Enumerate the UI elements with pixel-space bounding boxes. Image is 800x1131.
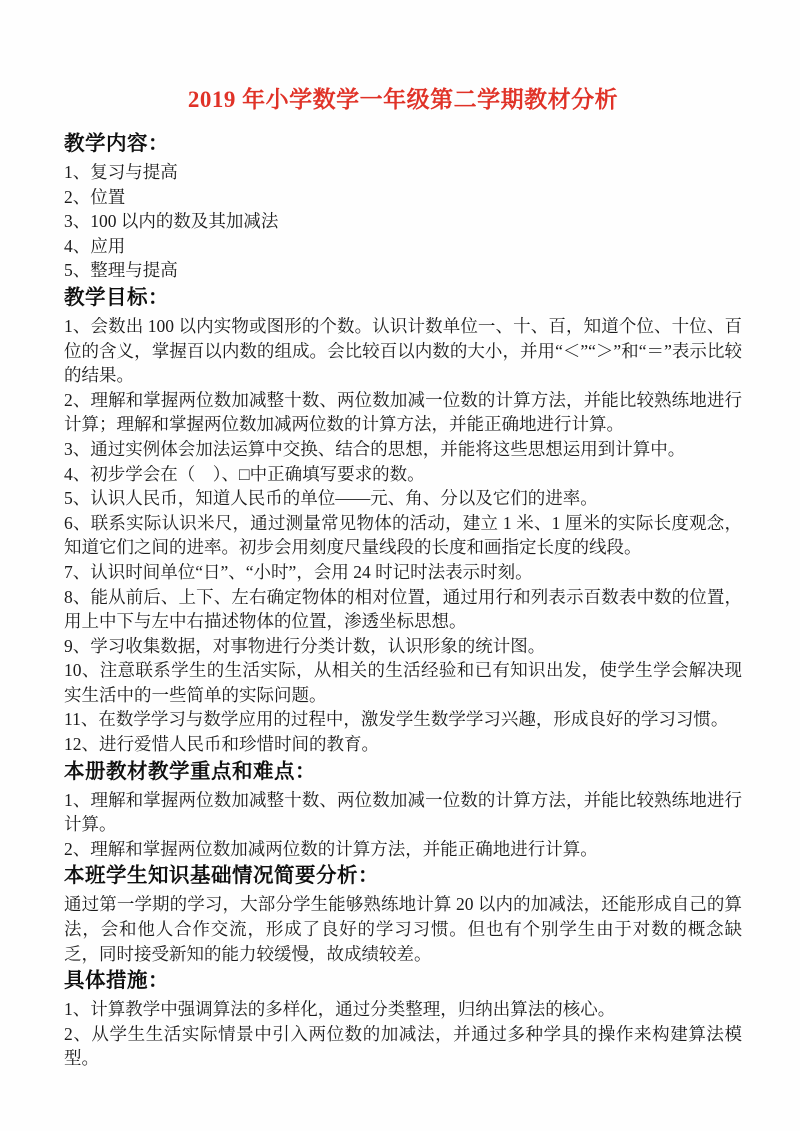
section-student-analysis — [64, 862, 742, 966]
list-item: 6、联系实际认识米尺，通过测量常见物体的活动，建立 1 米、1 厘米的实际长度观念，知道它们之间的进率。初步会用刻度尺量线段的长度和画指定长度的线段。 — [64, 512, 742, 558]
section-heading: 本班学生知识基础情况简要分析： — [64, 865, 379, 888]
paragraph: 通过第一学期的学习，大部分学生能够熟练地计算 20 以内的加减法，还能形成自己的算法，会和他人合作交流，形成了良好的学习习惯。但也有个别学生由于对数的概念缺乏，同时接受新知的能力较缓慢，故成绩较差。 — [64, 894, 742, 964]
section-heading: 教学内容： — [64, 133, 169, 155]
list-item: 5、认识人民币，知道人民币的单位——元、角、分以及它们的进率。 — [64, 488, 598, 509]
list-item: 3、100 以内的数及其加减法 — [64, 211, 279, 232]
section-heading: 具体措施： — [64, 970, 169, 993]
section-teaching-content — [64, 130, 742, 283]
list-item: 8、能从前后、上下、左右确定物体的相对位置，通过用行和列表示百数表中数的位置，用上中下与左中右描述物体的位置，渗透坐标思想。 — [64, 586, 742, 632]
list-item: 4、应用 — [64, 235, 126, 256]
list-item: 2、理解和掌握两位数加减整十数、两位数加减一位数的计算方法，并能比较熟练地进行计算；理解和掌握两位数加减两位数的计算方法，并能正确地进行计算。 — [64, 389, 742, 435]
list-item: 3、通过实例体会加法运算中交换、结合的思想，并能将这些思想运用到计算中。 — [64, 438, 686, 459]
list-item: 4、初步学会在（ ）、□中正确填写要求的数。 — [64, 463, 425, 484]
list-item: 5、整理与提高 — [64, 260, 178, 281]
list-item: 1、复习与提高 — [64, 162, 178, 182]
list-item: 1、计算教学中强调算法的多样化，通过分类整理，归纳出算法的核心。 — [64, 999, 616, 1020]
section-heading: 本册教材教学重点和难点： — [64, 760, 316, 783]
list-item: 2、位置 — [64, 186, 126, 207]
section-heading: 教学目标： — [64, 286, 169, 309]
document-title: 2019 年小学数学一年级第二学期教材分析 — [187, 87, 619, 112]
list-item: 2、从学生生活实际情景中引入两位数的加减法，并通过多种学具的操作来构建算法模型。 — [64, 1023, 742, 1069]
list-item: 1、理解和掌握两位数加减整十数、两位数加减一位数的计算方法，并能比较熟练地进行计算。 — [64, 789, 742, 835]
list-item: 1、会数出 100 以内实物或图形的个数。认识计数单位一、十、百，知道个位、十位、百位的含义，掌握百以内数的组成。会比较百以内数的大小，并用“＜”“＞”和“＝”表示比较的结果。 — [64, 315, 742, 386]
section-key-difficult-points — [64, 758, 742, 862]
list-item: 11、在数学学习与数学应用的过程中，激发学生数学学习兴趣，形成良好的学习习惯。 — [64, 709, 729, 730]
list-item: 2、理解和掌握两位数加减两位数的计算方法，并能正确地进行计算。 — [64, 838, 598, 859]
list-item: 12、进行爱惜人民币和珍惜时间的教育。 — [64, 734, 379, 755]
list-item: 9、学习收集数据，对事物进行分类计数，认识形象的统计图。 — [64, 635, 546, 656]
section-concrete-measures — [64, 967, 742, 1071]
section-teaching-goals — [64, 284, 742, 757]
list-item: 7、认识时间单位“日”、“小时”，会用 24 时记时法表示时刻。 — [64, 561, 533, 582]
list-item: 10、注意联系学生的生活实际，从相关的生活经验和已有知识出发，使学生学会解决现实生活中的一些简单的实际问题。 — [64, 660, 742, 705]
